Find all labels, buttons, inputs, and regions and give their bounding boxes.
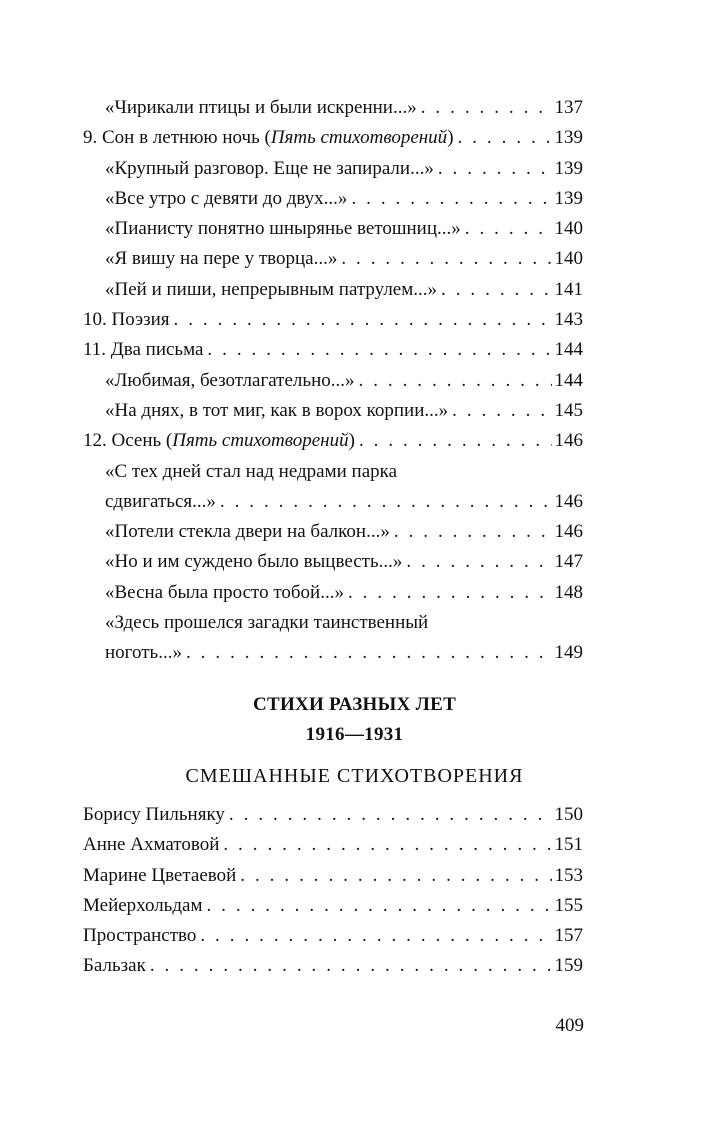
toc-entry-title: [83, 921, 196, 951]
toc-title-text: сдвигаться...»: [105, 490, 216, 512]
toc-title-italic: Пять стихотворений: [172, 430, 349, 452]
toc-entry-title: [83, 830, 219, 860]
toc-list-top: [83, 93, 583, 669]
dot-leader: [351, 184, 551, 214]
dot-leader: [406, 547, 551, 577]
toc-entry: [83, 638, 583, 668]
toc-title-italic: Пять стихотворений: [270, 127, 448, 149]
toc-entry: [83, 214, 583, 244]
toc-entry-title: [105, 214, 461, 244]
toc-page-number: 146: [554, 430, 583, 452]
dot-leader: [348, 578, 552, 608]
toc-page-number: 149: [554, 642, 583, 664]
toc-title-text: «Потели стекла двери на балкон...»: [105, 521, 390, 543]
dot-leader: [220, 487, 552, 517]
toc-entry: [83, 305, 583, 335]
toc-entry: [83, 123, 583, 153]
toc-title-text: Бальзак: [83, 955, 146, 977]
dot-leader: [229, 800, 552, 830]
toc-entry-label-line: «Здесь прошелся загадки таинственный: [105, 612, 429, 634]
toc-entry-title: [83, 891, 202, 921]
toc-title-text: Пространство: [83, 925, 197, 947]
toc-title-text: «Весна была просто тобой...»: [105, 581, 344, 603]
toc-page-number: 146: [554, 490, 583, 512]
toc-page-number: 144: [554, 339, 583, 361]
toc-page-number: 143: [554, 309, 583, 331]
toc-page-number: 147: [554, 551, 583, 573]
toc-entry-first-line: [83, 608, 583, 638]
dot-leader: [394, 517, 552, 547]
toc-page-number: 139: [554, 127, 583, 149]
section-title: СТИХИ РАЗНЫХ ЛЕТ: [252, 694, 457, 715]
toc-entry: [83, 184, 583, 214]
dot-leader: [240, 861, 551, 891]
toc-title-text: Анне Ахматовой: [83, 834, 220, 856]
toc-entry-title: [105, 154, 434, 184]
toc-entry-title: [105, 547, 402, 577]
toc-entry: [83, 517, 583, 547]
toc-entry: [83, 891, 583, 921]
toc-title-text: Борису Пильняку: [83, 804, 225, 825]
toc-entry-title: [105, 517, 390, 547]
toc-entry-title: [105, 93, 417, 123]
toc-page-number: 140: [554, 248, 583, 270]
toc-page-number: 151: [554, 834, 583, 856]
toc-title-text: «На днях, в тот миг, как в ворох корпии...»: [105, 399, 449, 421]
toc-entry: [83, 951, 583, 981]
toc-page-number: 157: [554, 925, 583, 947]
toc-title-text: «Я вишу на пере у творца...»: [105, 248, 338, 270]
toc-entry-title: [105, 275, 437, 305]
toc-entry: [83, 830, 583, 860]
toc-entry-title: [83, 861, 236, 891]
toc-entry-title: [105, 366, 355, 396]
dot-leader: [421, 93, 552, 123]
toc-entry-title: [83, 335, 203, 365]
dot-leader: [206, 891, 551, 921]
toc-title-text: «Все утро с девяти до двух...»: [105, 187, 348, 209]
toc-entry: [83, 396, 583, 426]
toc-entry: [83, 366, 583, 396]
dot-leader: [465, 214, 552, 244]
toc-entry-title: [83, 123, 454, 153]
toc-entry: [83, 861, 583, 891]
toc-title-text: «Чирикали птицы и были искренни...»: [105, 97, 417, 118]
dot-leader: [207, 335, 551, 365]
toc-page-number: 148: [554, 581, 583, 603]
section-subtitle: СМЕШАННЫЕ СТИХОТВОРЕНИЯ: [185, 765, 524, 787]
toc-page-number: 139: [554, 187, 583, 209]
toc-entry-title: [105, 578, 344, 608]
toc-list-bottom: [83, 800, 583, 982]
dot-leader: [441, 275, 551, 305]
toc-entry: [83, 275, 583, 305]
toc-page-number: 145: [554, 399, 583, 421]
toc-entry-title: [105, 184, 347, 214]
toc-title-text: «Крупный разговор. Еще не запирали...»: [105, 157, 434, 179]
toc-title-text: «Пианисту понятно шнырянье ветошниц...»: [105, 218, 461, 240]
toc-entry: [83, 93, 583, 123]
page-number: 409: [555, 1015, 584, 1036]
dot-leader: [341, 244, 551, 274]
dot-leader: [359, 426, 552, 456]
dot-leader: [174, 305, 552, 335]
dot-leader: [458, 123, 552, 153]
dot-leader: [150, 951, 552, 981]
dot-leader: [452, 396, 551, 426]
toc-page-number: 153: [554, 864, 583, 886]
dot-leader: [200, 921, 551, 951]
toc-title-text: ноготь...»: [105, 642, 182, 664]
toc-page-number: 159: [554, 955, 583, 977]
toc-title-text: «Любимая, безотлагательно...»: [105, 369, 355, 391]
toc-entry: [83, 921, 583, 951]
toc-page-number: 141: [554, 278, 583, 300]
toc-entry: [83, 800, 583, 830]
toc-title-text: 11. Два письма: [83, 339, 204, 361]
toc-entry: [83, 426, 583, 456]
toc-entry: [83, 335, 583, 365]
toc-title-suffix: ): [447, 127, 454, 149]
toc-title-text: 12. Осень (: [83, 430, 173, 452]
toc-entry-title: [105, 396, 448, 426]
toc-title-text: «Но и им суждено было выцвесть...»: [105, 551, 403, 573]
toc-title-suffix: ): [348, 430, 355, 452]
toc-entry-title: [105, 244, 337, 274]
toc-page-number: 155: [554, 894, 583, 916]
toc-page-number: 150: [554, 804, 583, 825]
toc-entry-title: [105, 638, 182, 668]
toc-entry-title: [83, 951, 146, 981]
section-years: 1916—1931: [305, 724, 404, 745]
toc-entry: [83, 578, 583, 608]
toc-entry-first-line: [83, 457, 583, 487]
toc-title-text: Марине Цветаевой: [83, 864, 237, 886]
toc-entry: [83, 154, 583, 184]
toc-page-number: 140: [554, 218, 583, 240]
dot-leader: [438, 154, 552, 184]
toc-page-number: 146: [554, 521, 583, 543]
toc-title-text: Мейерхольдам: [83, 894, 203, 916]
toc-entry-label-line: «С тех дней стал над недрами парка: [105, 460, 398, 482]
toc-page-number: 144: [554, 369, 583, 391]
toc-title-text: 9. Сон в летнюю ночь (: [83, 127, 271, 149]
dot-leader: [186, 638, 552, 668]
toc-entry: [83, 487, 583, 517]
toc-entry: [83, 244, 583, 274]
toc-entry-title: [83, 305, 170, 335]
toc-title-text: «Пей и пиши, непрерывным патрулем...»: [105, 278, 438, 300]
dot-leader: [223, 830, 551, 860]
toc-page-number: 139: [554, 157, 583, 179]
toc-entry-title: [83, 426, 355, 456]
toc-entry-title: [105, 487, 216, 517]
toc-page-number: 137: [554, 97, 583, 118]
dot-leader: [359, 366, 552, 396]
toc-entry: [83, 547, 583, 577]
toc-title-text: 10. Поэзия: [83, 309, 170, 331]
toc-entry-title: [83, 800, 225, 830]
